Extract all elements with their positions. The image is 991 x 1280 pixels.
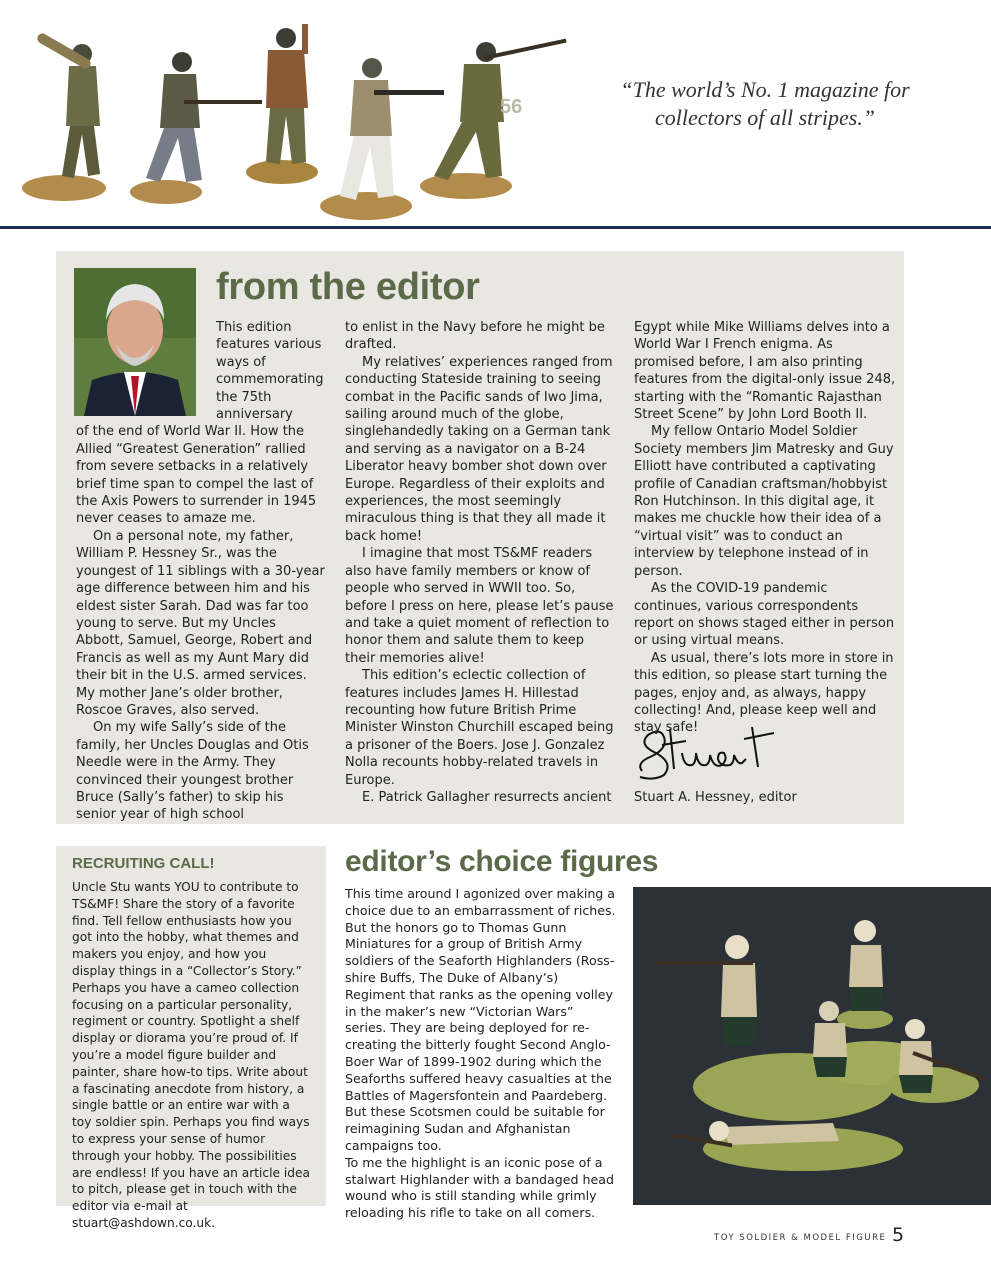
- editor-paragraph: to enlist in the Navy before he might be drafted.: [345, 320, 605, 353]
- editor-paragraph: My relatives’ experiences ranged from conducting Stateside training to seeing combat in the Pacific sands of Iwo Jima, sailing around much of the globe, singlehandedly taking on a German tank and serving as a navigator on a B-24 Liberator heavy bomber shot down over Europe. Regardless of their exploits and experiences, the most seemingly miraculous thing is that they all made it back home!: [345, 354, 613, 544]
- highlander-figures-photo: [633, 887, 991, 1205]
- editor-paragraph: My fellow Ontario Model Soldier Society members Jim Matresky and Guy Elliott have contributed a captivating profile of Canadian craftsman/hobbyist Ron Hutchinson. In this digital age, it makes me chuckle how their idea of a “virtual visit” was to conduct an interview by telephone instead of in person.: [634, 424, 894, 579]
- recruiting-body: Uncle Stu wants YOU to contribute to TS&MF! Share the story of a favorite find. Tell fellow enthusiasts how you got into the hobby, what themes and makers you enjoy, and how you display things in a “Collector’s Story.” Perhaps you have a cameo collection focusing on a particular personality, regiment or country. Spotlight a shelf display or diorama you’re proud of. If you’re a model figure builder and painter, share how-to tips. Write about a fascinating anecdote from history, a single battle or an entire war with a toy soldier spin. Perhaps you find ways to express your sense of humor through your hobby. The possibilities are endless! If you have an article idea to pitch, please get in touch with the editor via e-mail at stuart@ashdown.co.uk.: [72, 880, 310, 1230]
- toy-soldier-figures-image: [14, 16, 574, 226]
- editor-paragraph: On a personal note, my father, William P. Hessney Sr., was the youngest of 11 siblings with a 30-year age difference between him and his eldest sister Sarah. Dad was far too young to serve. But my Uncles Abbott, Samuel, George, Robert and Francis as well as my Aunt Mary did their bit in the U.S. armed services. My mother Jane’s older brother, Roscoe Graves, also served.: [76, 528, 325, 718]
- editor-paragraph: As usual, there’s lots more in store in this edition, so please start turning the pages, enjoy and, as always, happy collecting! And, please keep well and stay safe!: [634, 650, 894, 736]
- editor-paragraph: This edition’s eclectic collection of features includes James H. Hillestad recounting how future British Prime Minister Winston Churchill escaped being a prisoner of the Boers. Jose J. Gonzalez Nolla recounts hobby-related travels in Europe.: [345, 668, 614, 788]
- recruiting-call-panel: [56, 846, 326, 1230]
- choice-paragraph: To me the highlight is an iconic pose of a stalwart Highlander with a bandaged head wound who is still standing while grimly reloading his rifle to take on all comers.: [345, 1154, 614, 1221]
- editor-paragraph: Egypt while Mike Williams delves into a World War I French enigma. As promised before, I am also printing features from the digital-only issue 248, starting with the “Romantic Rajasthan Street Scene” by John Lord Booth II.: [634, 320, 896, 423]
- header-divider: [0, 226, 991, 229]
- editor-signature: [634, 723, 784, 783]
- footer-magazine-name: TOY SOLDIER & MODEL FIGURE: [714, 1233, 887, 1243]
- editors-choice-title: editor’s choice figures: [345, 845, 659, 878]
- footer-page-number: 5: [892, 1224, 905, 1246]
- choice-paragraph: This time around I agonized over making a choice due to an embarrassment of riches. But the honors go to Thomas Gunn Miniatures for a group of British Army soldiers of the Seaforth Highlanders (Ross-shire Buffs, The Duke of Albany’s) Regiment that ranks as the opening volley in the maker’s new “Victorian Wars” series. They are being deployed for re-creating the bitterly fought Second Anglo-Boer War of 1899-1902 during which the Seaforths suffered heavy casualties at the Battles of Magersfontein and Paardeberg. But these Scotsmen could be suitable for reimagining Sudan and Afghanistan campaigns too.: [345, 886, 616, 1153]
- editor-column-2: [345, 319, 615, 806]
- magazine-tagline: “The world’s No. 1 magazine for collectors of all stripes.”: [620, 77, 910, 130]
- editors-choice-text: [345, 886, 617, 1222]
- from-the-editor-panel: [56, 251, 904, 824]
- editor-paragraph: As the COVID-19 pandemic continues, various correspondents report on shows staged either in person or using virtual means.: [634, 581, 895, 649]
- page-header: [0, 0, 991, 228]
- editor-paragraph: I imagine that most TS&MF readers also have family members or know of people who served in WWII too. So, before I press on here, please let’s pause and take a quiet moment of reflection to honor them and salute them to keep their memories alive!: [345, 546, 614, 666]
- editor-paragraph: On my wife Sally’s side of the family, her Uncles Douglas and Otis Needle were in the Army. They convinced their youngest brother Bruce (Sally’s father) to skip his senior year of high school: [76, 720, 309, 823]
- editor-signoff: Stuart A. Hessney, editor: [634, 790, 797, 805]
- recruiting-heading: RECRUITING CALL!: [72, 855, 215, 872]
- editor-column-1: [76, 319, 326, 824]
- issue-number: 56: [500, 96, 523, 118]
- editor-paragraph: This edition features various ways of commemorating the 75th anniversary: [216, 320, 324, 423]
- editor-column-3: [634, 319, 896, 737]
- editor-paragraph: of the end of World War II. How the Allied “Greatest Generation” rallied from severe setbacks in a relatively brief time span to compel the last of the Axis Powers to surrender in 1945 never ceases to amaze me.: [76, 424, 317, 527]
- editor-section-title: from the editor: [216, 266, 480, 308]
- editor-paragraph: E. Patrick Gallagher resurrects ancient: [362, 789, 612, 805]
